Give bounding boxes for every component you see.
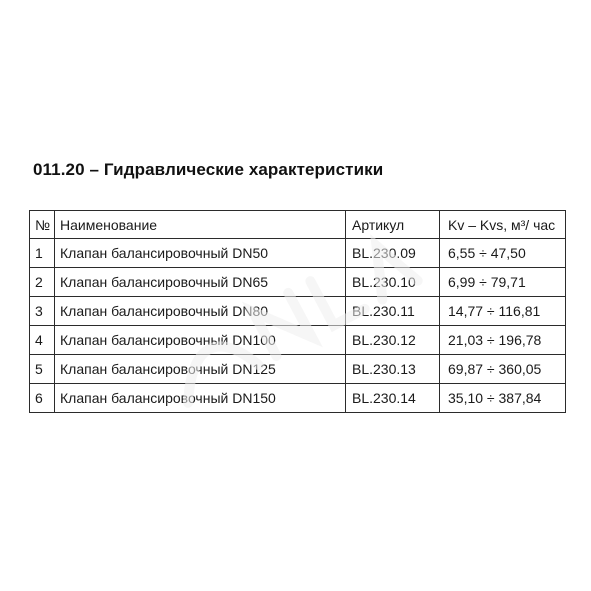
table-row <box>30 239 566 268</box>
row-article: BL.230.09 <box>346 239 440 268</box>
row-article: BL.230.12 <box>346 326 440 355</box>
row-article: BL.230.14 <box>346 384 440 413</box>
row-number: 2 <box>30 268 55 297</box>
row-article: BL.230.13 <box>346 355 440 384</box>
table-row <box>30 384 566 413</box>
row-name: Клапан балансировочный DN80 <box>55 297 346 326</box>
row-number: 1 <box>30 239 55 268</box>
row-number: 3 <box>30 297 55 326</box>
row-name: Клапан балансировочный DN100 <box>55 326 346 355</box>
row-name: Клапан балансировочный DN65 <box>55 268 346 297</box>
header-number: № <box>30 211 55 239</box>
row-name: Клапан балансировочный DN125 <box>55 355 346 384</box>
table-header-row <box>30 211 566 239</box>
row-article: BL.230.11 <box>346 297 440 326</box>
row-kv: 6,55 ÷ 47,50 <box>440 239 566 268</box>
row-kv: 35,10 ÷ 387,84 <box>440 384 566 413</box>
row-number: 6 <box>30 384 55 413</box>
header-name: Наименование <box>55 211 346 239</box>
row-kv: 14,77 ÷ 116,81 <box>440 297 566 326</box>
row-kv: 21,03 ÷ 196,78 <box>440 326 566 355</box>
row-kv: 69,87 ÷ 360,05 <box>440 355 566 384</box>
row-kv: 6,99 ÷ 79,71 <box>440 268 566 297</box>
row-name: Клапан балансировочный DN50 <box>55 239 346 268</box>
table-row <box>30 326 566 355</box>
row-name: Клапан балансировочный DN150 <box>55 384 346 413</box>
table-row <box>30 268 566 297</box>
row-article: BL.230.10 <box>346 268 440 297</box>
table-row <box>30 355 566 384</box>
row-number: 4 <box>30 326 55 355</box>
header-kv: Kv – Kvs, м³/ час <box>440 211 566 239</box>
hydraulic-specs-table <box>29 210 566 413</box>
row-number: 5 <box>30 355 55 384</box>
header-article: Артикул <box>346 211 440 239</box>
table-row <box>30 297 566 326</box>
section-title: 011.20 – Гидравлические характеристики <box>33 160 384 179</box>
